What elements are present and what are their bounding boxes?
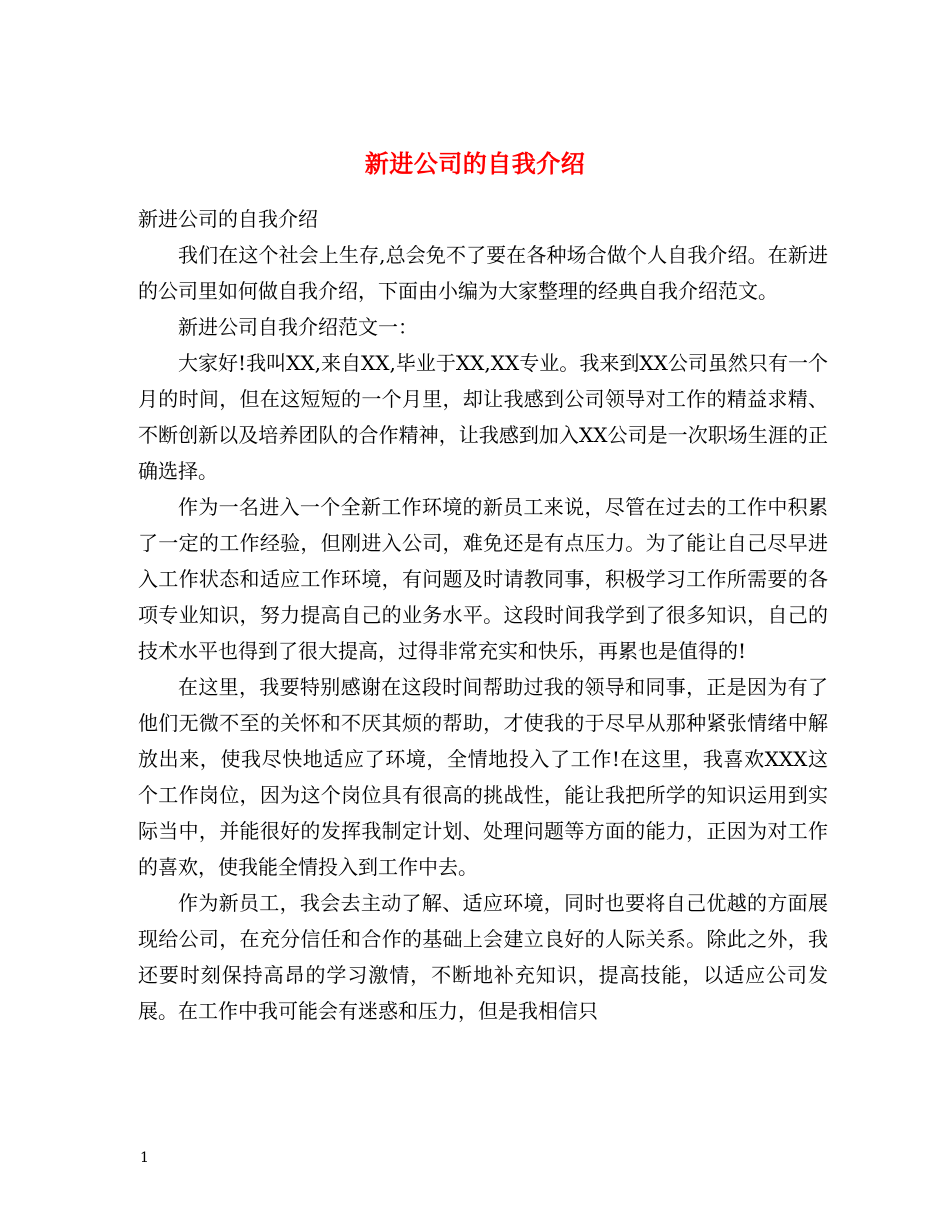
paragraph-sample-heading: 新进公司自我介绍范文一： bbox=[178, 315, 418, 339]
document-title: 新进公司的自我介绍 bbox=[364, 149, 586, 179]
paragraph-intro: 我们在这个社会上生存,总会免不了要在各种场合做个人自我介绍。在新进的公司里如何做自我介绍，下面由小编为大家整理的经典自我介绍范文。 bbox=[138, 243, 828, 303]
body-heading: 新进公司的自我介绍 bbox=[138, 207, 318, 231]
paragraph-new-employee: 作为新员工，我会去主动了解、适应环境，同时也要将自己优越的方面展现给公司，在充分信任和合作的基础上会建立良好的人际关系。除此之外，我还要时刻保持高昂的学习激情，不断地补充知识，提高技能，以适应公司发展。在工作中我可能会有迷惑和压力，但是我相信只 bbox=[138, 891, 828, 1023]
page-number: 1 bbox=[140, 1150, 149, 1166]
document-body bbox=[138, 201, 828, 1029]
paragraph-greeting: 大家好!我叫XX,来自XX,毕业于XX,XX专业。我来到XX公司虽然只有一个月的时间，但在这短短的一个月里，却让我感到公司领导对工作的精益求精、不断创新以及培养团队的合作精神，让我感到加入XX公司是一次职场生涯的正确选择。 bbox=[138, 351, 828, 483]
paragraph-new-environment: 作为一名进入一个全新工作环境的新员工来说，尽管在过去的工作中积累了一定的工作经验，但刚进入公司，难免还是有点压力。为了能让自己尽早进入工作状态和适应工作环境，有问题及时请教同事，积极学习工作所需要的各项专业知识，努力提高自己的业务水平。这段时间我学到了很多知识，自己的技术水平也得到了很大提高，过得非常充实和快乐，再累也是值得的! bbox=[138, 495, 828, 663]
paragraph-thanks: 在这里，我要特别感谢在这段时间帮助过我的领导和同事，正是因为有了他们无微不至的关怀和不厌其烦的帮助，才使我的于尽早从那种紧张情绪中解放出来，使我尽快地适应了环境，全情地投入了工作!在这里，我喜欢XXX这个工作岗位，因为这个岗位具有很高的挑战性，能让我把所学的知识运用到实际当中，并能很好的发挥我制定计划、处理问题等方面的能力，正因为对工作的喜欢，使我能全情投入到工作中去。 bbox=[138, 675, 828, 879]
